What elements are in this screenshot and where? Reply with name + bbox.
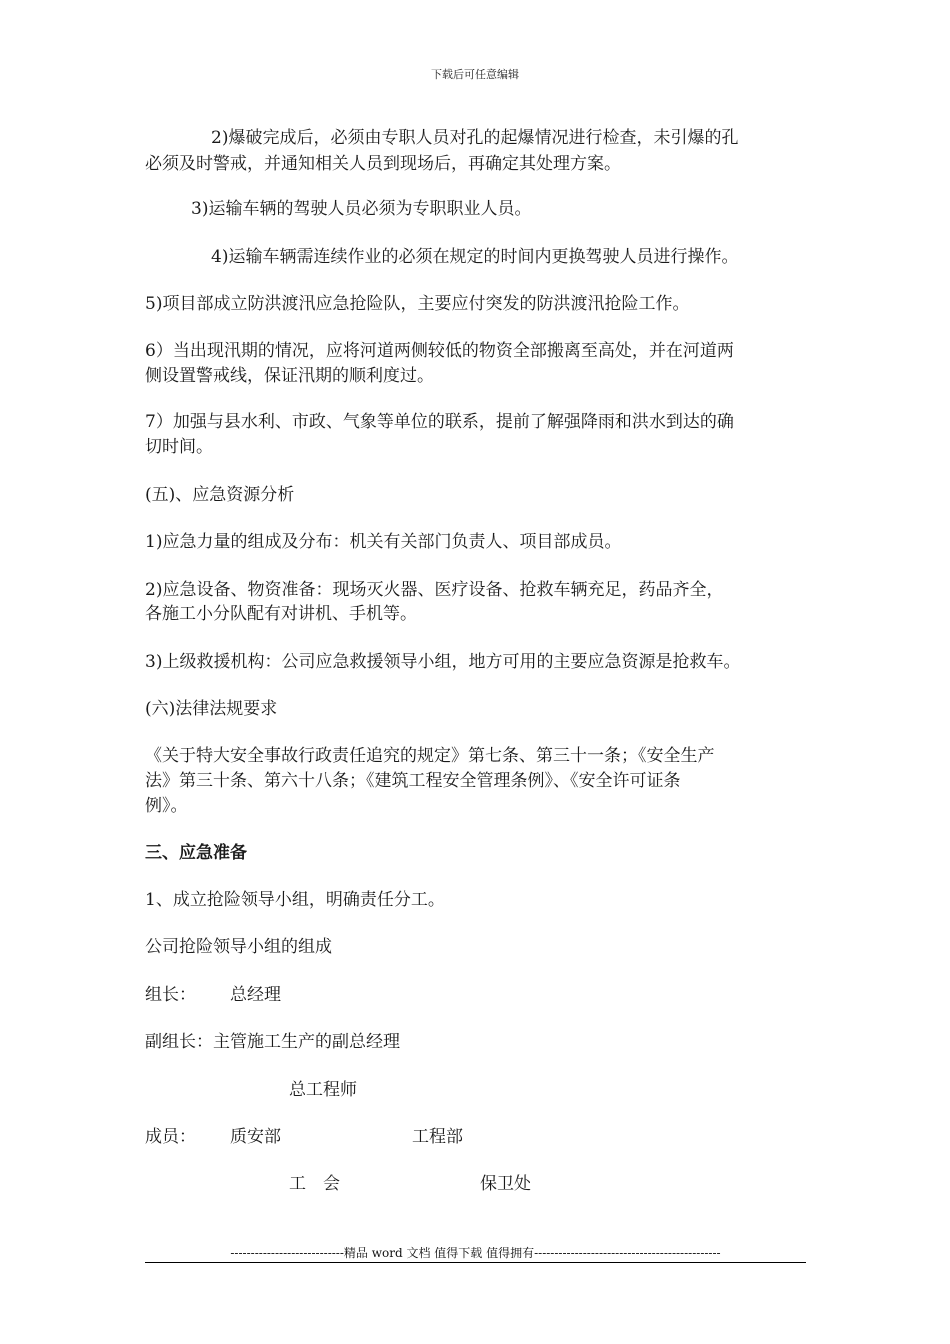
paragraph-liaison-line1: 7）加强与县水利、市政、气象等单位的联系，提前了解强降雨和洪水到达的确 (145, 412, 734, 432)
section-heading-resources: (五)、应急资源分析 (145, 485, 295, 505)
paragraph-resource-3: 3)上级救援机构：公司应急救援领导小组，地方可用的主要应急资源是抢救车。 (145, 652, 741, 672)
footer-divider (145, 1262, 806, 1263)
paragraph-resource-2-line2: 各施工小分队配有对讲机、手机等。 (145, 604, 417, 624)
paragraph-setup-team: 1、成立抢险领导小组，明确责任分工。 (145, 890, 445, 910)
paragraph-laws-line2: 法》第三十条、第六十八条；《建筑工程安全管理条例》、《安全许可证条 (145, 771, 681, 791)
paragraph-blasting-line2: 必须及时警戒，并通知相关人员到现场后，再确定其处理方案。 (145, 154, 621, 174)
paragraph-blasting-line1: 2)爆破完成后，必须由专职人员对孔的起爆情况进行检查，未引爆的孔 (211, 128, 739, 148)
deputy-leader: 副组长：主管施工生产的副总经理 (145, 1032, 400, 1052)
page-footer: ----------------------------精品 word 文档 值得下载 值得拥有---------------------------------------------- (230, 1246, 721, 1260)
paragraph-flood-period-line2: 侧设置警戒线，保证汛期的顺利度过。 (145, 366, 434, 386)
section-heading-preparation: 三、应急准备 (145, 843, 247, 863)
paragraph-resource-1: 1)应急力量的组成及分布：机关有关部门负责人、项目部成员。 (145, 532, 622, 552)
member-engineering: 工程部 (412, 1127, 463, 1147)
paragraph-flood-period-line1: 6）当出现汛期的情况，应将河道两侧较低的物资全部搬离至高处，并在河道两 (145, 341, 734, 361)
leader-value: 总经理 (230, 985, 281, 1005)
paragraph-flood-team: 5)项目部成立防洪渡汛应急抢险队，主要应付突发的防洪渡汛抢险工作。 (145, 294, 690, 314)
members-label: 成员： (145, 1127, 196, 1147)
deputy-leader-2: 总工程师 (289, 1080, 357, 1100)
member-union: 工 会 (289, 1174, 340, 1194)
paragraph-driver-rotation: 4)运输车辆需连续作业的必须在规定的时间内更换驾驶人员进行操作。 (211, 247, 739, 267)
page-header: 下载后可任意编辑 (431, 68, 519, 81)
paragraph-team-composition: 公司抢险领导小组的组成 (145, 937, 332, 957)
paragraph-laws-line3: 例》。 (145, 796, 188, 816)
paragraph-liaison-line2: 切时间。 (145, 437, 213, 457)
member-quality-safety: 质安部 (230, 1127, 281, 1147)
member-security: 保卫处 (480, 1174, 531, 1194)
paragraph-laws-line1: 《关于特大安全事故行政责任追究的规定》第七条、第三十一条；《安全生产 (145, 746, 715, 766)
section-heading-laws: (六)法律法规要求 (145, 699, 278, 719)
leader-label: 组长： (145, 985, 196, 1005)
paragraph-resource-2-line1: 2)应急设备、物资准备：现场灭火器、医疗设备、抢救车辆充足，药品齐全， (145, 580, 724, 600)
paragraph-drivers: 3)运输车辆的驾驶人员必须为专职职业人员。 (191, 199, 532, 219)
